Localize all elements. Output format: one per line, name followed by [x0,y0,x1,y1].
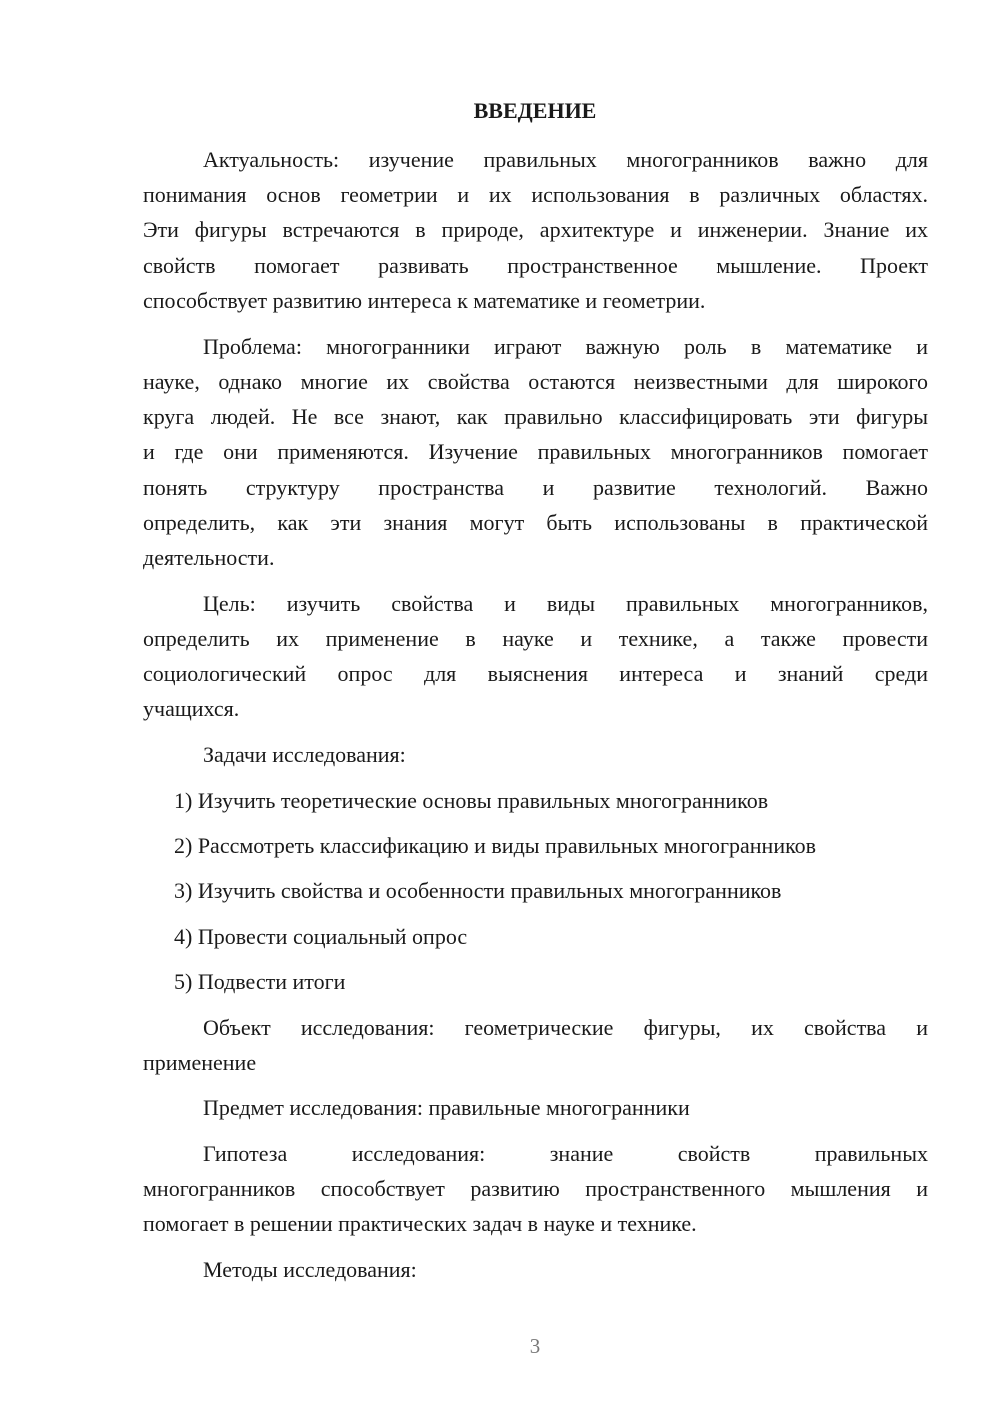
paragraph-line: науке, однако многие их свойства остаются неизвестными для широкого [143,369,928,394]
list-item: 3) Изучить свойства и особенности правильных многогранников [174,878,782,903]
page-title: ВВЕДЕНИЕ [473,98,597,123]
paragraph-line: понимания основ геометрии и их использования в различных областях. [143,182,928,207]
tasks-heading: Задачи исследования: [203,742,406,767]
paragraph-line: понять структуру пространства и развитие технологий. Важно [143,475,928,500]
paragraph-line: Актуальность: изучение правильных многогранников важно для [203,147,928,172]
paragraph-line: и где они применяются. Изучение правильных многогранников помогает [143,439,928,464]
paragraph-line: учащихся. [143,696,240,721]
page-number: 3 [529,1334,541,1358]
list-item: 2) Рассмотреть классификацию и виды правильных многогранников [174,833,817,858]
paragraph-line: помогает в решении практических задач в науке и технике. [143,1211,697,1236]
paragraph-line: многогранников способствует развитию пространственного мышления и [143,1176,928,1201]
methods-heading: Методы исследования: [203,1257,417,1282]
paragraph-line: свойств помогает развивать пространственное мышление. Проект [143,253,928,278]
list-item: 5) Подвести итоги [174,969,346,994]
paragraph-line: определить, как эти знания могут быть использованы в практической [143,510,928,535]
paragraph-line: Проблема: многогранники играют важную роль в математике и [203,334,928,359]
paragraph-line: Цель: изучить свойства и виды правильных многогранников, [203,591,928,616]
paragraph-line: социологический опрос для выяснения интереса и знаний среди [143,661,928,686]
paragraph-line: Объект исследования: геометрические фигуры, их свойства и [203,1015,928,1040]
paragraph-line: способствует развитию интереса к математике и геометрии. [143,288,706,313]
list-item: 4) Провести социальный опрос [174,924,468,949]
paragraph-line: определить их применение в науке и технике, а также провести [143,626,928,651]
paragraph-line: Эти фигуры встречаются в природе, архитектуре и инженерии. Знание их [143,217,928,242]
paragraph-line: применение [143,1050,257,1075]
subject-paragraph: Предмет исследования: правильные многогранники [203,1095,690,1120]
paragraph-line: Гипотеза исследования: знание свойств правильных [203,1141,928,1166]
paragraph-line: деятельности. [143,545,275,570]
list-item: 1) Изучить теоретические основы правильных многогранников [174,788,769,813]
paragraph-line: круга людей. Не все знают, как правильно классифицировать эти фигуры [143,404,928,429]
